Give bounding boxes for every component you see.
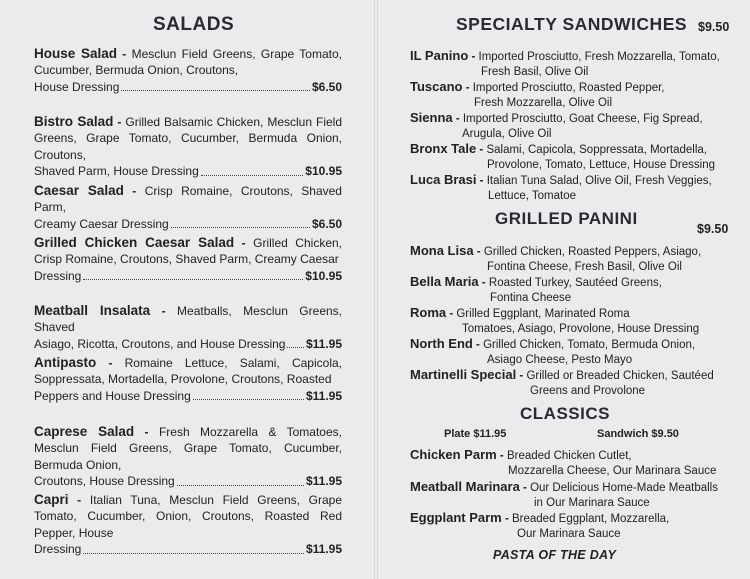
salad-item: Antipasto - Romaine Lettuce, Salami, Capicola, Soppressata, Mortadella, Provolone, Croutons, Roasted Peppers and House Dressing $11.95 [34,355,342,403]
salad-item: Grilled Chicken Caesar Salad - Grilled Chicken, Crisp Romaine, Croutons, Shaved Parm, Creamy Caesar Dressing $10.95 [34,235,342,283]
salad-name: House Salad [34,46,117,61]
salads-heading: SALADS [153,14,235,35]
salad-desc: Romaine Lettuce, Salami, Capicola, Soppressata, Mortadella, Provolone, Croutons, Roasted [34,356,342,387]
plate-price: Plate $11.95 [444,428,507,440]
panini-item: Roma - Grilled Eggplant, Marinated Roma Tomatoes, Asiago, Provolone, House Dressing [410,305,700,336]
salad-price: $6.50 [311,216,342,231]
sandwich-price: Sandwich $9.50 [597,428,679,440]
panini-heading: GRILLED PANINI [495,209,638,228]
item-name: Chicken Parm [410,447,497,462]
salad-name: Caesar Salad [34,183,124,198]
salad-desc: Mesclun Field Greens, Grape Tomato, Cucumber, Bermuda Onion, Croutons, [34,47,342,78]
salad-item: Bistro Salad - Grilled Balsamic Chicken, Mesclun Field Greens, Grape Tomato, Cucumber, Bermuda Onion, Croutons, Shaved Parm, House Dressing $10.95 [34,114,343,179]
sandwich-item: IL Panino - Imported Prosciutto, Fresh Mozzarella, Tomato, Fresh Basil, Olive Oil [410,48,720,79]
salad-item: House Salad - Mesclun Field Greens, Grape Tomato, Cucumber, Bermuda Onion, Croutons, House Dressing $6.50 [34,46,342,94]
item-name: Luca Brasi [410,172,477,187]
salad-item: Capri - Italian Tuna, Mesclun Field Greens, Grape Tomato, Cucumber, Onion, Croutons, Roasted Red Pepper, House Dressing $11.95 [34,492,342,557]
panini-item: North End - Grilled Chicken, Tomato, Bermuda Onion, Asiago Cheese, Pesto Mayo [410,336,696,367]
panini-item: Martinelli Special - Grilled or Breaded Chicken, Sautéed Greens and Provolone [410,367,714,398]
classic-item: Meatball Marinara - Our Delicious Home-Made Meatballs in Our Marinara Sauce [410,479,718,510]
sandwich-item: Sienna - Imported Prosciutto, Goat Cheese, Fig Spread, Arugula, Olive Oil [410,110,703,141]
salad-name: Meatball Insalata [34,303,151,318]
salad-price: $11.95 [305,474,342,489]
salad-name: Antipasto [34,355,97,370]
salad-price: $11.95 [305,542,342,557]
item-name: Bronx Tale [410,141,477,156]
item-name: Bella Maria [410,274,479,289]
pasta-of-the-day: PASTA OF THE DAY [493,548,617,562]
panini-price: $9.50 [697,222,729,236]
salad-name: Grilled Chicken Caesar Salad [34,235,235,250]
item-name: Mona Lisa [410,243,474,258]
item-name: Sienna [410,110,453,125]
salad-item: Caprese Salad - Fresh Mozzarella & Tomatoes, Mesclun Field Greens, Grape Tomato, Cucumber, Bermuda Onion, Croutons, House Dressing $11.95 [34,424,342,489]
sandwich-item: Luca Brasi - Italian Tuna Salad, Olive Oil, Fresh Veggies, Lettuce, Tomatoe [410,172,712,203]
item-name: Tuscano [410,79,463,94]
item-name: Roma [410,305,447,320]
salad-name: Bistro Salad [34,114,114,129]
salad-name: Caprese Salad [34,424,135,439]
panini-item: Mona Lisa - Grilled Chicken, Roasted Peppers, Asiago, Fontina Cheese, Fresh Basil, Olive Oil [410,243,702,274]
salad-price: $6.50 [311,79,342,94]
salad-desc: Italian Tuna, Mesclun Field Greens, Grape Tomato, Cucumber, Onion, Croutons, Roasted Red Pepper, House [34,493,342,540]
salad-price: $10.95 [305,268,342,283]
sandwich-item: Bronx Tale - Salami, Capicola, Soppressata, Mortadella, Provolone, Tomato, Lettuce, House Dressing [410,141,715,172]
salad-price: $11.95 [305,388,342,403]
panini-item: Bella Maria - Roasted Turkey, Sautéed Greens, Fontina Cheese [410,274,662,305]
salad-desc: Fresh Mozzarella & Tomatoes, Mesclun Field Greens, Grape Tomato, Cucumber, Bermuda Onion, [34,425,342,472]
salad-name: Capri [34,492,69,507]
item-name: Meatball Marinara [410,479,520,494]
specialty-price: $9.50 [698,20,730,34]
salad-item: Meatball Insalata - Meatballs, Mesclun Greens, Shaved Asiago, Ricotta, Croutons, and House Dressing $11.95 [34,303,342,351]
specialty-heading: SPECIALTY SANDWICHES [456,14,688,34]
salad-price: $11.95 [305,336,342,351]
salad-desc: Grilled Chicken, Crisp Romaine, Croutons, Shaved Parm, Creamy Caesar [34,236,342,267]
item-name: North End [410,336,473,351]
item-name: IL Panino [410,48,469,63]
sandwich-item: Tuscano - Imported Prosciutto, Roasted Pepper, Fresh Mozzarella, Olive Oil [410,79,665,110]
item-name: Eggplant Parm [410,510,502,525]
salad-desc: Meatballs, Mesclun Greens, Shaved [34,304,342,335]
salad-desc: Grilled Balsamic Chicken, Mesclun Field Greens, Grape Tomato, Cucumber, Bermuda Onion, Croutons, [34,115,343,162]
item-name: Martinelli Special [410,367,517,382]
classic-item: Chicken Parm - Breaded Chicken Cutlet, Mozzarella Cheese, Our Marinara Sauce [410,447,717,478]
classic-item: Eggplant Parm - Breaded Eggplant, Mozzarella, Our Marinara Sauce [410,510,670,541]
salad-desc: Crisp Romaine, Croutons, Shaved Parm, [34,184,342,215]
classics-heading: CLASSICS [520,404,610,423]
salad-price: $10.95 [305,164,342,179]
salad-item: Caesar Salad - Crisp Romaine, Croutons, Shaved Parm, Creamy Caesar Dressing $6.50 [34,183,342,231]
